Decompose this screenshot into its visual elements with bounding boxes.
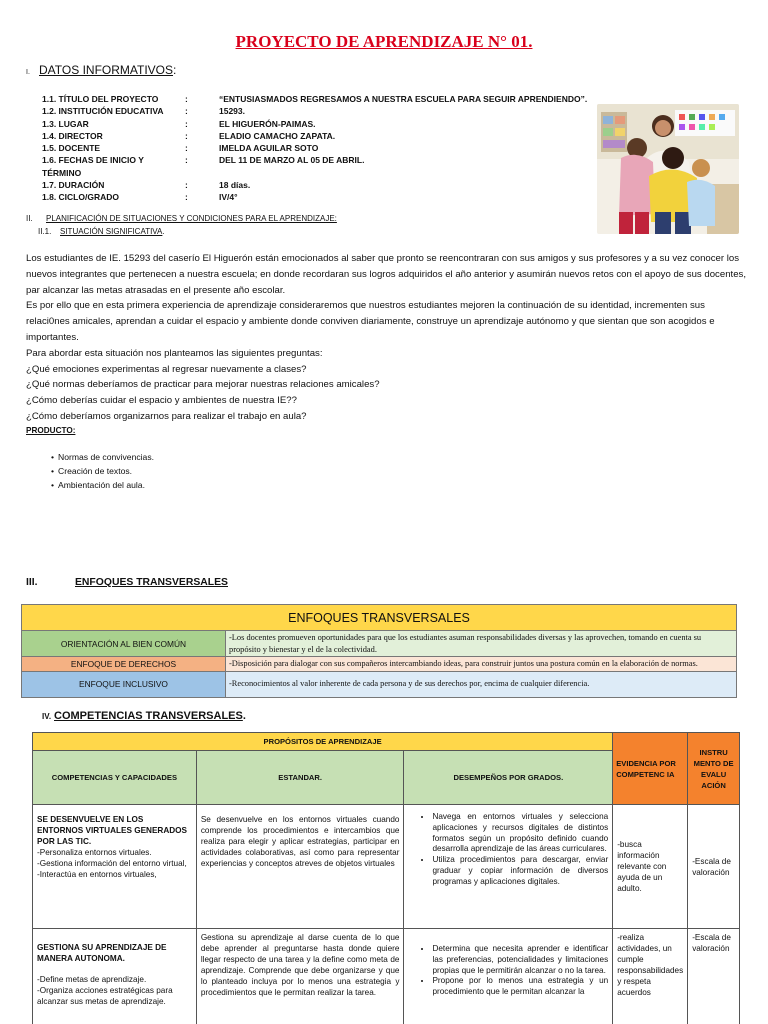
info-key: 1.8. CICLO/GRADO [42,192,119,203]
table-row [33,929,740,1024]
competencias-header: COMPETENCIAS Y CAPACIDADES [33,751,197,805]
paragraph: Es por ello que en esta primera experiencia de aprendizaje consideraremos que nuestros estudiantes mejoren la continuación de su identidad, incrementen sus relaci0nes amicales, aprendan a cuidar el espacio y ambiente donde conviven diariamente, construye un aprendizaje autónomo y que sientan que son acogidos e importantes. [26,300,715,343]
desempenos-cell [404,805,613,929]
evidencia-header: EVIDENCIA POR COMPETENC IA [613,733,688,805]
competencia-cell [33,805,197,929]
competencias-table [32,732,740,1024]
estandar-text: Se desenvuelve en los entornos virtuales cuando comprende los procedimientos e intercambios que realiza para elegir y aplicar estrategias, participar en actividades colaborativas, así como para representar experiencias y conceptos atreves de objetos virtuales [200,815,400,868]
heading-suffix: . [162,227,165,236]
paragraph: Para abordar esta situación nos planteamos las siguientes preguntas: [26,347,323,359]
competencia-cell [33,929,197,1024]
info-key: 1.7. DURACIÓN [42,180,105,191]
competencia-title: SE DESENVUELVE EN LOS ENTORNOS VIRTUALES GENERADOS POR LAS TIC. [37,815,187,846]
enfoque-name: ENFOQUE DE DERECHOS [22,657,226,672]
info-row [42,93,587,105]
question: ¿Qué emociones experimentas al regresar nuevamente a clases? [26,363,307,375]
info-colon: : [185,192,188,203]
info-value: 15293. [219,106,245,117]
info-colon: : [185,118,188,129]
section-number: IV. [42,712,52,721]
paragraph: Los estudiantes de IE. 15293 del caserío El Higuerón están emocionados al saber que pronto se reencontraran con sus amigos y sus profesores y a su vez conocer los nuevos integrantes que pertenecen a nuestra escuela; en donde recordaran sus logros adquiridos el año anterior y asumirán nuevos retos con el apoyo de sus docentes, par alcanzar las metas atrasadas en el presente año escolar. [26,253,746,296]
question: ¿Qué normas deberíamos de practicar para mejorar nuestras relaciones amicales? [26,379,380,391]
enfoque-name: ORIENTACIÓN AL BIEN COMÚN [22,631,226,657]
info-row [42,118,587,130]
info-key: 1.3. LUGAR [42,118,89,129]
info-key: 1.2. INSTITUCIÓN EDUCATIVA [42,106,164,117]
desempeno-item: • Determina que necesita aprender e identificar las preferencias, potencialidades y limitaciones propias que le permitirán alcanzar o no la tarea. [432,944,608,976]
question: ¿Cómo deberíamos organizarnos para realizar el trabajo en aula? [26,410,307,422]
estandar-header: ESTANDAR. [196,751,404,805]
section-number: II. [26,214,33,223]
info-row [42,154,587,179]
question: ¿Cómo deberías cuidar el espacio y ambientes de nuestra IE?? [26,395,297,407]
evidencia-cell: -busca información relevante con ayuda de un adulto. [613,805,688,929]
desempeno-item: • Utiliza procedimientos para descargar, enviar graduar y copiar información de diversos programas y aplicaciones digitales. [432,855,608,887]
info-value: 18 días. [219,180,251,191]
enfoque-name: ENFOQUE INCLUSIVO [22,671,226,697]
desempenos-cell [404,929,613,1024]
photo-illustration [597,104,739,234]
table-row [22,671,737,697]
info-colon: : [185,155,188,166]
evidencia-cell: -realiza actividades, un cumple responsabilidades y respeta acuerdos [613,929,688,1024]
info-value: “ENTUSIASMADOS REGRESAMOS A NUESTRA ESCUELA PARA SEGUIR APRENDIENDO”. [219,94,588,104]
info-row [42,105,587,117]
desempeno-item: • Navega en entornos virtuales y selecciona aplicaciones y recursos digitales de distintos formatos según un propósito definido cuando desarrolla aprendizaje de las áreas curriculares. [432,812,608,855]
competencia-title: GESTIONA SU APRENDIZAJE DE MANERA AUTONOMA. [37,943,167,963]
info-key: 1.4. DIRECTOR [42,130,103,141]
desempenos-header: DESEMPEÑOS POR GRADOS. [404,751,613,805]
info-row [42,130,587,142]
capacidad: -Organiza acciones estratégicas para alcanzar sus metas de aprendizaje. [37,986,173,1006]
capacidad: -Personaliza entornos virtuales. [37,848,152,857]
table-row [22,631,737,657]
info-key: 1.6. FECHAS DE INICIO Y TÉRMINO [42,155,144,178]
propositos-header: PROPÓSITOS DE APRENDIZAJE [33,733,613,751]
enfoque-description: -Reconocimientos al valor inherente de cada persona y de sus derechos por, encima de cualquier diferencia. [226,671,737,697]
info-colon: : [185,180,188,191]
section-datos-informativos [26,63,176,77]
situacion-significativa-text [26,251,748,425]
instrumento-cell: -Escala de valoración [688,805,740,929]
section-number: III. [26,577,38,588]
section-heading: DATOS INFORMATIVOS [39,63,174,77]
section-heading: COMPETENCIAS TRANSVERSALES [54,710,243,722]
section-competencias [42,710,246,722]
list-item: • Creación de textos. [51,464,154,478]
instrumento-cell: -Escala de valoración [688,929,740,1024]
info-key: 1.1. TÍTULO DEL PROYECTO [42,94,159,104]
info-colon: : [185,143,188,154]
info-value: IMELDA AGUILAR SOTO [219,143,319,154]
capacidad: -Interactúa en entornos virtuales, [37,870,157,879]
section-planificacion [26,214,337,236]
enfoques-table [21,604,737,698]
list-item: • Ambientación del aula. [51,478,154,492]
info-row [42,191,587,203]
estandar-cell [196,805,404,929]
desempeno-item: • Propone por lo menos una estrategia y un procedimiento que le permitan alcanzar la [432,976,608,998]
classroom-hug-photo [597,104,739,234]
producto-list [51,450,154,492]
section-heading: PLANIFICACIÓN DE SITUACIONES Y CONDICIONES PARA EL APRENDIZAJE: [46,214,337,223]
info-value: IV/4° [219,192,238,203]
table-header: ENFOQUES TRANSVERSALES [22,605,737,631]
estandar-cell: Gestiona su aprendizaje al darse cuenta de lo que debe aprender al preguntarse hasta donde quiere llegar respecto de una tarea y la define como meta de aprendizaje. Comprende que debe organizarse y que lo planteado incluya por lo menos una estrategia y procedimientos que le permitan realizar la tarea. [196,929,404,1024]
info-colon: : [185,130,188,141]
subsection-number: II.1. [38,227,52,236]
section-enfoques [26,577,228,588]
section-number: I. [26,69,30,76]
info-row [42,142,587,154]
instrumento-header: INSTRU MENTO DE EVALU ACIÓN [688,733,740,805]
heading-suffix: . [242,710,246,722]
section-heading: ENFOQUES TRANSVERSALES [75,577,228,588]
capacidad: -Gestiona información del entorno virtual, [37,859,187,868]
producto-label: PRODUCTO: [26,426,76,435]
list-item: • Normas de convivencias. [51,450,154,464]
page-title: PROYECTO DE APRENDIZAJE N° 01. [235,32,533,51]
info-key: 1.5. DOCENTE [42,143,101,154]
enfoque-description: -Los docentes promueven oportunidades para que los estudiantes asuman responsabilidades diversas y las aprovechen, tomando en cuenta su propósito y bienestar y el de la colectividad. [226,631,737,657]
table-row [33,805,740,929]
info-value: DEL 11 DE MARZO AL 05 DE ABRIL. [219,155,365,166]
table-row [22,657,737,672]
info-colon: : [185,106,188,117]
subsection-heading: SITUACIÓN SIGNIFICATIVA [60,227,163,236]
enfoque-description: -Disposición para dialogar con sus compañeros intercambiando ideas, para construir juntos una postura común en la elaboración de normas. [226,657,737,672]
info-colon: : [185,94,188,104]
heading-suffix: : [173,63,177,77]
info-row [42,179,587,191]
info-value: EL HIGUERÓN-PAIMAS. [219,118,316,129]
info-value: ELADIO CAMACHO ZAPATA. [219,130,336,141]
info-list [42,93,587,204]
capacidad: -Define metas de aprendizaje. [37,975,147,984]
